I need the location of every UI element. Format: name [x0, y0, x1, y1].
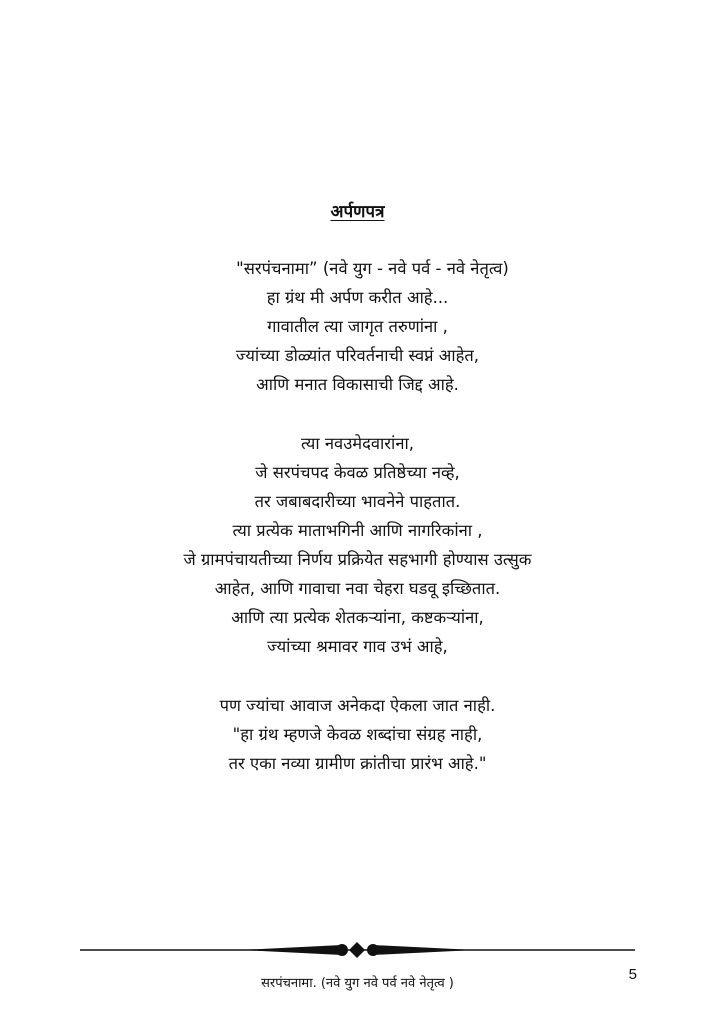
- poem-line: आहेत, आणि गावाचा नवा चेहरा घडवू इच्छितात.: [214, 579, 501, 598]
- stanza: [0, 429, 715, 661]
- poem-line: पण ज्यांचा आवाज अनेकदा ऐकला जात नाही.: [219, 696, 496, 715]
- poem-line: "सरपंचनामा” (नवे युग - नवे पर्व - नवे नेतृत्व): [236, 259, 509, 278]
- poem-line: त्या नवउमेदवारांना,: [300, 434, 415, 453]
- poem-line: "हा ग्रंथ म्हणजे केवळ शब्दांचा संग्रह नाही,: [232, 725, 483, 744]
- stanza: [0, 691, 715, 778]
- page-title: अर्पणपत्र: [330, 202, 385, 222]
- poem-line: ज्यांच्या श्रमावर गाव उभं आहे,: [267, 637, 448, 656]
- dedication-poem: [0, 254, 715, 778]
- stanza: [0, 254, 715, 399]
- poem-line: तर जबाबदारीच्या भावनेने पाहतात.: [254, 492, 461, 511]
- poem-line: ज्यांच्या डोळ्यांत परिवर्तनाची स्वप्नं आहेत,: [235, 346, 480, 365]
- poem-line: जे ग्रामपंचायतीच्या निर्णय प्रक्रियेत सहभागी होण्यास उत्सुक: [183, 550, 532, 569]
- poem-line: आणि मनात विकासाची जिद्द आहे.: [256, 375, 459, 394]
- poem-line: हा ग्रंथ मी अर्पण करीत आहे...: [266, 288, 449, 307]
- poem-line: गावातील त्या जागृत तरुणांना ,: [267, 317, 448, 336]
- page-number: 5: [628, 966, 637, 983]
- poem-line: जे सरपंचपद केवळ प्रतिष्ठेच्या नव्हे,: [255, 463, 460, 482]
- footer-title: सरपंचनामा. (नवे युग नवे पर्व नवे नेतृत्व ): [261, 976, 454, 991]
- poem-line: त्या प्रत्येक माताभगिनी आणि नागरिकांना ,: [232, 521, 483, 540]
- footer-divider: [80, 939, 635, 961]
- poem-line: तर एका नव्या ग्रामीण क्रांतीचा प्रारंभ आहे.": [228, 754, 487, 773]
- poem-line: आणि त्या प्रत्येक शेतकऱ्यांना, कष्टकऱ्यांना,: [231, 608, 484, 627]
